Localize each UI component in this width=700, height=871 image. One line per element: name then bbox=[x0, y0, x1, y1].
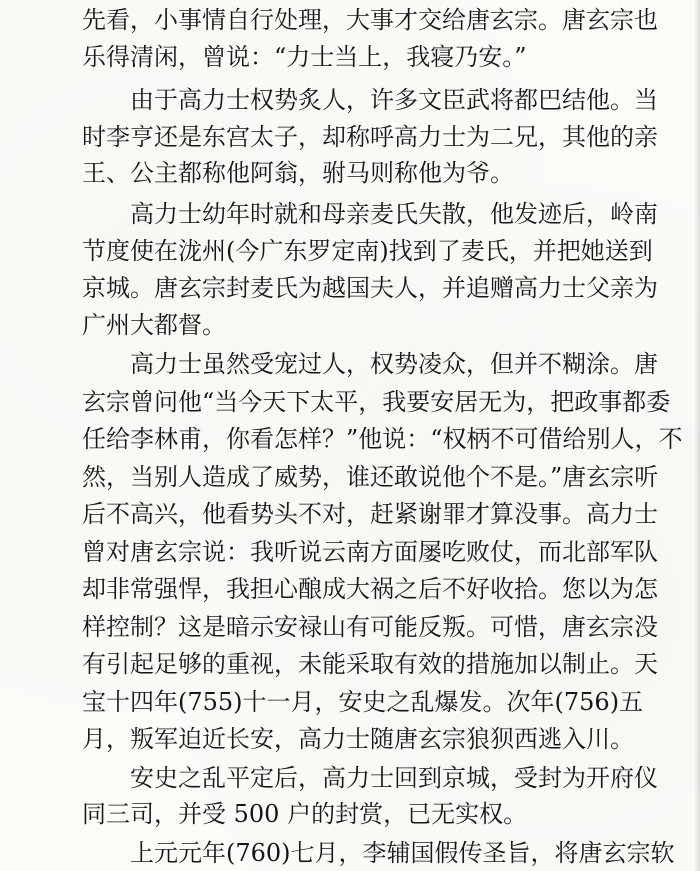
text-line-19: 宝十四年(755)十一月，安史之乱爆发。次年(756)五 bbox=[82, 688, 644, 716]
text-line-18: 有引起足够的重视，未能采取有效的措施加以制止。天 bbox=[82, 650, 658, 678]
text-line-20: 月，叛军迫近长安，高力士随唐玄宗狼狈西逃入川。 bbox=[82, 725, 634, 753]
text-line-1: 先看，小事情自行处理，大事才交给唐玄宗。唐玄宗也 bbox=[82, 6, 658, 34]
text-line-16: 却非常强悍，我担心酿成大祸之后不好收拾。您以为怎 bbox=[82, 575, 658, 603]
text-line-23: 上元元年(760)七月，李辅国假传圣旨，将唐玄宗软 bbox=[130, 839, 675, 867]
text-line-21: 安史之乱平定后，高力士回到京城，受封为开府仪 bbox=[130, 764, 658, 792]
text-line-10: 高力士虽然受宠过人，权势凌众，但并不糊涂。唐 bbox=[130, 350, 658, 378]
text-line-6: 高力士幼年时就和母亲麦氏失散，他发迹后，岭南 bbox=[130, 200, 658, 228]
text-line-14: 后不高兴，他看势头不对，赶紧谢罪才算没事。高力士 bbox=[82, 500, 658, 528]
text-line-9: 广州大都督。 bbox=[82, 311, 226, 339]
text-line-22: 同三司，并受 500 户的封赏，已无实权。 bbox=[82, 800, 528, 828]
text-line-17: 样控制？这是暗示安禄山有可能反叛。可惜，唐玄宗没 bbox=[82, 613, 658, 641]
text-line-4: 时李亨还是东宫太子，却称呼高力士为二兄，其他的亲 bbox=[82, 123, 658, 151]
text-line-3: 由于高力士权势炙人，许多文臣武将都巴结他。当 bbox=[130, 86, 658, 114]
text-line-8: 京城。唐玄宗封麦氏为越国夫人，并追赠高力士父亲为 bbox=[82, 274, 658, 302]
page-edge-shadow bbox=[694, 0, 700, 871]
text-line-7: 节度使在泷州(今广东罗定南)找到了麦氏，并把她送到 bbox=[82, 237, 653, 265]
text-line-12: 任给李林甫，你看怎样？”他说：“权柄不可借给别人，不 bbox=[82, 425, 683, 453]
text-line-13: 然，当别人造成了威势，谁还敢说他个不是。”唐玄宗听 bbox=[82, 463, 659, 491]
text-line-5: 王、公主都称他阿翁，驸马则称他为爷。 bbox=[82, 159, 514, 187]
text-line-11: 玄宗曾问他“当今天下太平，我要安居无为，把政事都委 bbox=[82, 388, 671, 416]
text-line-2: 乐得清闲，曾说：“力士当上，我寝乃安。” bbox=[82, 43, 527, 71]
text-line-15: 曾对唐玄宗说：我听说云南方面屡吃败仗，而北部军队 bbox=[82, 538, 658, 566]
